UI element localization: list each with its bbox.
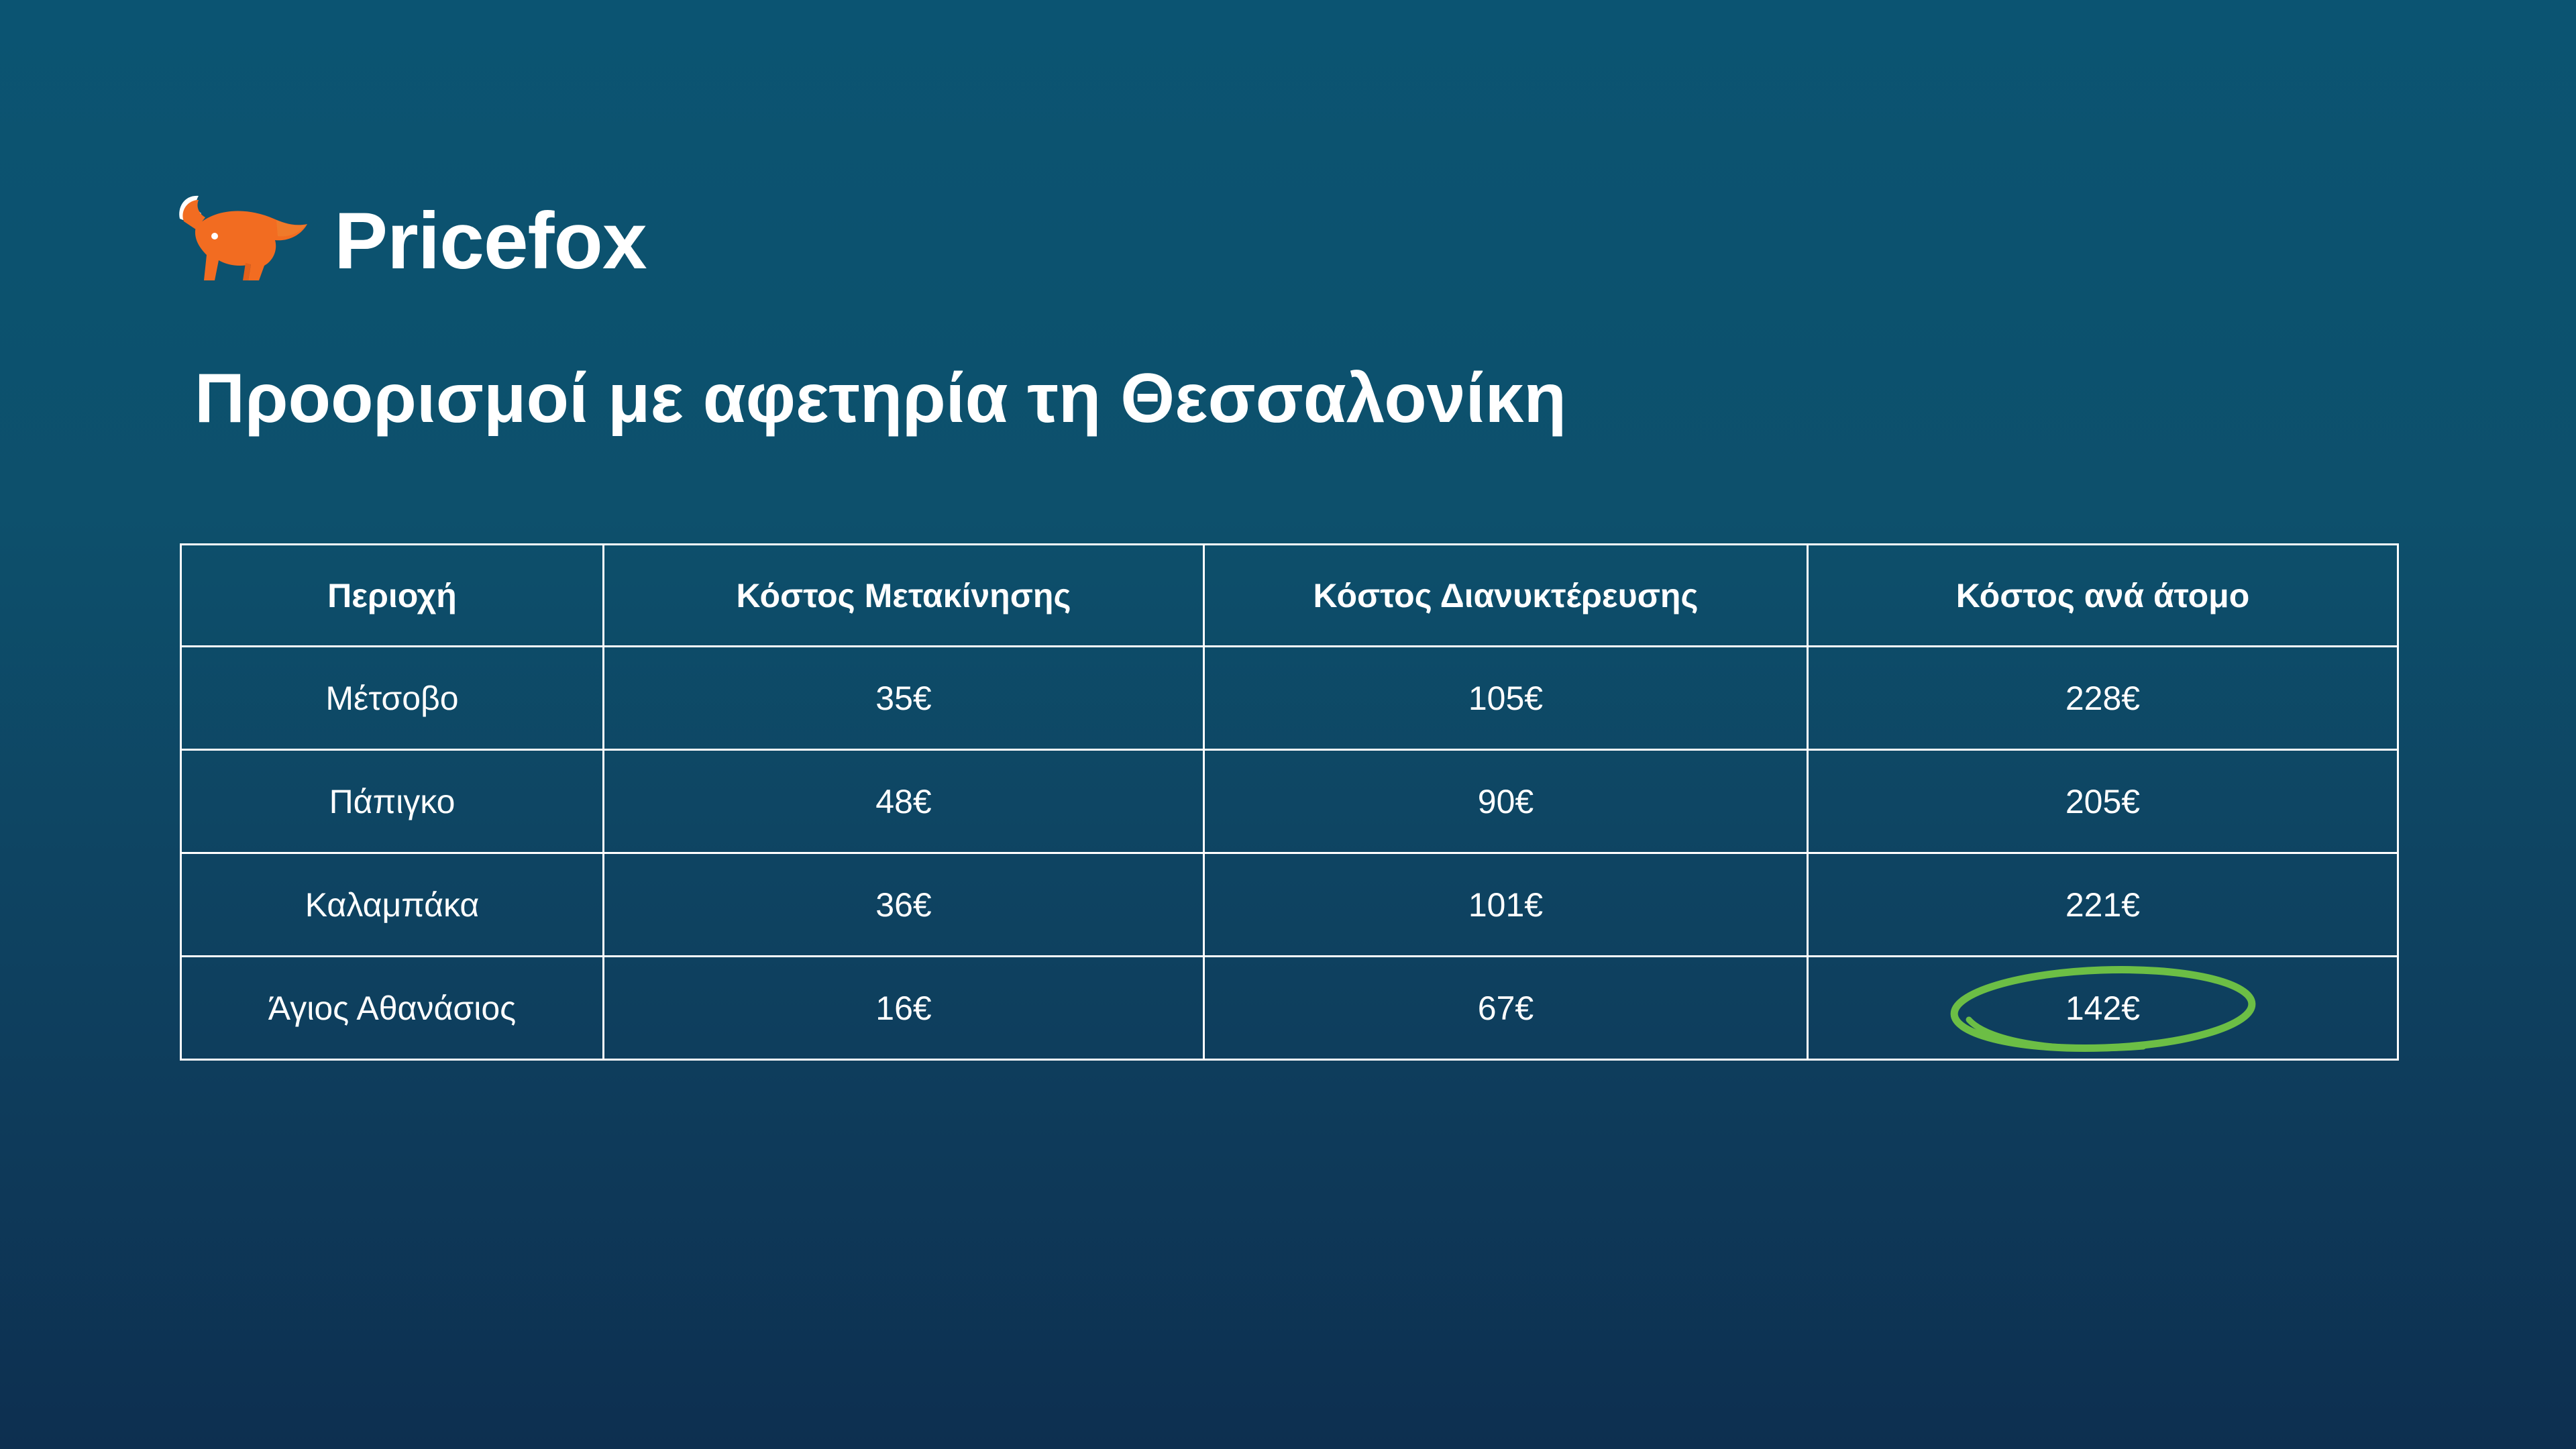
cell-transport: 48€ bbox=[604, 750, 1204, 853]
cell-per-person: 205€ bbox=[1808, 750, 2398, 853]
cell-per-person-highlighted bbox=[1808, 957, 2398, 1060]
table-header-row bbox=[181, 545, 2398, 647]
cell-area: Άγιος Αθανάσιος bbox=[181, 957, 604, 1060]
table-row bbox=[181, 957, 2398, 1060]
cell-transport: 35€ bbox=[604, 647, 1204, 750]
table-row bbox=[181, 647, 2398, 750]
cost-table-container bbox=[180, 543, 2397, 1061]
cell-accommodation: 105€ bbox=[1204, 647, 1808, 750]
brand-logo bbox=[176, 180, 647, 294]
fox-logo-icon bbox=[176, 180, 317, 294]
cell-per-person: 221€ bbox=[1808, 853, 2398, 957]
brand-name: Pricefox bbox=[334, 196, 647, 286]
table-row bbox=[181, 853, 2398, 957]
column-header-area: Περιοχή bbox=[181, 545, 604, 647]
column-header-per-person: Κόστος ανά άτομο bbox=[1808, 545, 2398, 647]
cell-area: Μέτσοβο bbox=[181, 647, 604, 750]
column-header-accommodation: Κόστος Διανυκτέρευσης bbox=[1204, 545, 1808, 647]
cell-value: 142€ bbox=[2065, 989, 2141, 1027]
column-header-transport: Κόστος Μετακίνησης bbox=[604, 545, 1204, 647]
cell-transport: 16€ bbox=[604, 957, 1204, 1060]
cell-per-person: 228€ bbox=[1808, 647, 2398, 750]
cell-area: Πάπιγκο bbox=[181, 750, 604, 853]
cell-transport: 36€ bbox=[604, 853, 1204, 957]
cell-accommodation: 67€ bbox=[1204, 957, 1808, 1060]
page-title: Προορισμοί με αφετηρία τη Θεσσαλονίκη bbox=[195, 360, 1567, 437]
cell-accommodation: 101€ bbox=[1204, 853, 1808, 957]
table-row bbox=[181, 750, 2398, 853]
cost-table bbox=[180, 543, 2399, 1061]
cell-accommodation: 90€ bbox=[1204, 750, 1808, 853]
cell-area: Καλαμπάκα bbox=[181, 853, 604, 957]
